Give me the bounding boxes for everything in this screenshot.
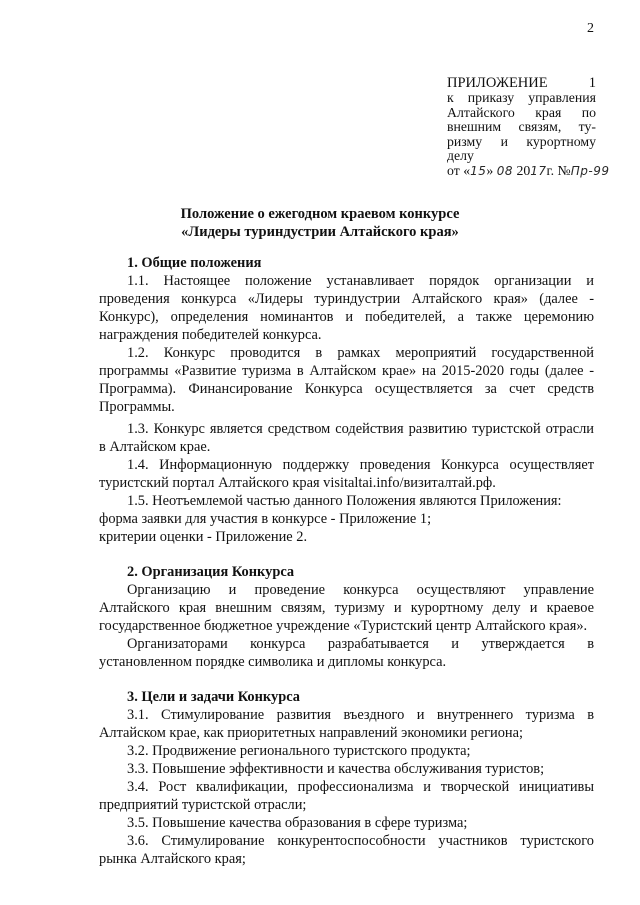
list-item: критерии оценки - Приложение 2.	[99, 529, 308, 545]
order-year-prefix: 20	[513, 162, 531, 178]
order-day: 15	[470, 163, 487, 178]
appendix-line: к приказу управления	[447, 90, 596, 105]
paragraph: 3.2. Продвижение регионального туристского продукта;	[127, 743, 471, 759]
list-item: форма заявки для участия в конкурсе - Приложение 1;	[99, 511, 432, 527]
order-year-suffix: 17	[530, 163, 547, 178]
section-heading: 2. Организация Конкурса	[127, 564, 295, 580]
paragraph: 1.1. Настоящее положение устанавливает порядок организации и проведения конкурса «Лидеры туриндустрии Алтайского края» (далее - Конкурс), определения номинантов и победителей, а также церемонию награждения победителей конкурса.	[99, 273, 594, 343]
paragraph: 1.3. Конкурс является средством содействия развитию туристской отрасли в Алтайском крае.	[99, 421, 594, 455]
paragraph: 1.5. Неотъемлемой частью данного Положения являются Приложения:	[127, 493, 562, 509]
paragraph: Организаторами конкурса разрабатывается и утверждается в установленном порядке символика и дипломы конкурса.	[99, 636, 594, 670]
section-heading: 1. Общие положения	[127, 255, 262, 271]
appendix-order-line	[447, 162, 610, 179]
order-month: 08	[496, 163, 514, 178]
paragraph: 3.5. Повышение качества образования в сфере туризма;	[127, 815, 468, 831]
appendix-line: внешним связям, ту-	[447, 119, 596, 134]
document-title-line: «Лидеры туриндустрии Алтайского края»	[181, 224, 459, 240]
appendix-line: делу	[447, 148, 474, 163]
paragraph: 1.4. Информационную поддержку проведения Конкурса осуществляет туристский портал Алтайского края visitaltai.info/визиталтай.рф.	[99, 457, 594, 491]
page-number: 2	[587, 21, 594, 36]
order-mid: »	[486, 162, 497, 178]
order-prefix: от «	[447, 162, 471, 178]
paragraph: 3.6. Стимулирование конкурентоспособности участников туристского рынка Алтайского края;	[99, 833, 594, 867]
order-year-after: г. №	[546, 162, 571, 178]
paragraph: 3.3. Повышение эффективности и качества обслуживания туристов;	[127, 761, 545, 777]
paragraph: 3.1. Стимулирование развития въездного и внутреннего туризма в Алтайском крае, как приоритетных направлений экономики региона;	[99, 707, 594, 741]
document-title	[0, 205, 640, 241]
appendix-title: ПРИЛОЖЕНИЕ 1	[447, 75, 596, 91]
appendix-block	[447, 75, 610, 178]
section-organization	[99, 563, 594, 671]
paragraph: 3.4. Рост квалификации, профессионализма и творческой инициативы предприятий туристской отрасли;	[99, 779, 594, 813]
section-goals	[99, 688, 594, 868]
document-body	[99, 254, 594, 868]
order-number: Пр-99	[570, 163, 610, 178]
section-general-provisions	[99, 254, 594, 546]
appendix-line: ризму и курортному	[447, 133, 596, 149]
appendix-line: Алтайского края по	[447, 104, 596, 120]
paragraph: 1.2. Конкурс проводится в рамках мероприятий государственной программы «Развитие туризма в Алтайском крае» на 2015-2020 годы (далее - Программа). Финансирование Конкурса осуществляется за счет средств Программы.	[99, 345, 594, 415]
section-heading: 3. Цели и задачи Конкурса	[127, 689, 300, 705]
paragraph: Организацию и проведение конкурса осуществляют управление Алтайского края внешним связям, туризму и курортному делу и краевое государственное бюджетное учреждение «Туристский центр Алтайского края».	[99, 582, 594, 634]
document-title-line: Положение о ежегодном краевом конкурсе	[180, 206, 460, 222]
